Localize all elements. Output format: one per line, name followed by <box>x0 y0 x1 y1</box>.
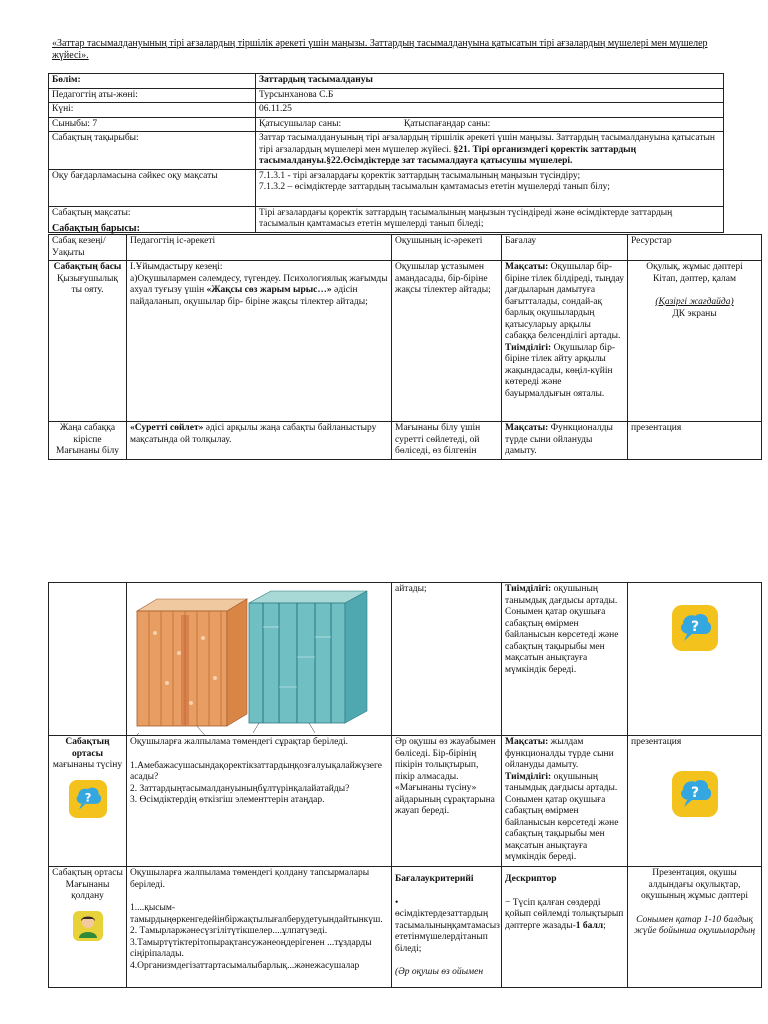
meta-row-lesson-goal <box>49 206 724 232</box>
resource-item: Оқулық, жұмыс дәптері <box>646 262 743 272</box>
lesson-progress-table <box>48 234 762 460</box>
resource-item: Кітап, дәптер, қалам <box>652 273 737 284</box>
teacher-cell <box>127 736 392 867</box>
stage-title: Сабақтың ортасы Мағынаны қолдану <box>52 868 123 901</box>
header-cell: Бағалау <box>502 235 628 261</box>
resources-cell <box>628 867 762 988</box>
criteria-title: Бағалаукритерийі <box>395 874 474 884</box>
question-item: 3. Өсімдіктердің өткізгіш элементтерін атаңдар. <box>130 795 325 805</box>
meta-value: Тірі ағзалардағы қоректік заттардың тасымалының маңызын түсіндіреді және өсімдіктерде заттардың тасымалын қамтамасыз ететін мүшелерді танып біледі; <box>256 206 724 232</box>
eval-text: оқушының танымдық дағдысы артады. Сонымен қатар оқушыға сабақтың өмірмен байланысын көрсетеді және сабақтың тақырыбы мен мақсатын анықтауға мүмкіндік береді. <box>505 771 619 862</box>
absent-label: Қатыспағандар саны: <box>403 118 491 129</box>
lesson-progress-table-continued <box>48 582 762 988</box>
lesson-meta-table <box>48 73 724 233</box>
goal-item: 7.1.3.2 – өсімдіктерде заттардың тасымалын қамтамасыз ететін мүшелерді танып білу; <box>259 182 610 192</box>
topic-paragraphs: §21. Тірі организмдегі қоректік заттардың тасымалдануы.§22.Өсімдіктерде зат тасымалдауға қатысушы мүшелері. <box>259 144 637 166</box>
resources-cell: презентация <box>628 422 762 460</box>
meta-row-date <box>49 103 724 118</box>
meta-row-topic <box>49 132 724 170</box>
resources-cell <box>628 736 762 867</box>
text-run: а)Оқушылармен сәлемдесу, түгендеу. Психологиялық жағымды ахуал туғызу үшін <box>130 273 388 295</box>
table-row <box>49 422 762 460</box>
task-item: 1....қысым-тамырдыңөркенгедейінбіржақтылығалберудетуындайтынкүш. <box>130 903 383 925</box>
resource-item: презентация <box>631 737 682 747</box>
resource-item: Сонымен қатар 1-10 балдық жүйе бойынша оқушылардың <box>633 914 756 936</box>
participants-label: Қатысушылар саны: <box>259 118 342 129</box>
task-item: 2. Тамырларжәнесүзгілітүтікшелер....ұлпатүзеді. <box>130 926 328 936</box>
question-item: 2. Заттардыңтасымалдануыныңбұлтүрінқалайатайды? <box>130 783 350 794</box>
stage-subtitle: Қызығушылық ты ояту. <box>57 273 118 295</box>
eval-label: Мақсаты: <box>505 737 549 747</box>
stage-cell <box>49 261 127 422</box>
meta-row-class <box>49 117 724 132</box>
eval-cell <box>502 736 628 867</box>
teacher-step <box>130 274 388 309</box>
meta-value <box>256 169 724 206</box>
meta-label: Сыныбы: 7 <box>49 117 256 132</box>
stage-cell <box>49 736 127 867</box>
student-cell: Мағынаны білу үшін суретті сөйлетеді, ой бөліседі, өз білгенін <box>392 422 502 460</box>
descriptor-title: Дескриптор <box>505 874 557 884</box>
table-row <box>49 583 762 736</box>
eval-cell <box>502 583 628 736</box>
svg-text:?: ? <box>690 619 699 635</box>
resource-item: (Қазіргі жағдайда) <box>655 297 734 307</box>
eval-label: Мақсаты: <box>505 423 549 433</box>
student-avatar-icon <box>73 911 103 941</box>
method-name: «Жақсы сөз жарым ырыс…» <box>206 285 332 295</box>
meta-label: Бөлім: <box>49 74 256 89</box>
table-header-row <box>49 235 762 261</box>
teacher-cell <box>127 867 392 988</box>
eval-label: Тиімділігі: <box>505 342 552 353</box>
meta-label: Оқу бағдарламасына сәйкес оқу мақсаты <box>49 169 256 206</box>
svg-text:?: ? <box>84 789 91 804</box>
task-intro: Оқушыларға жалпылама төмендегі сұрақтар беріледі. <box>130 737 349 747</box>
meta-value <box>256 117 724 132</box>
teacher-cell <box>127 261 392 422</box>
student-cell: айтады; <box>392 583 502 736</box>
task-item: 3.Тамыртүтіктерітопырақтансужәнеоңдерігенен ...тұздарды сіңіріпалады. <box>130 937 372 959</box>
text-run: әдісін пайдаланып, оқушылар бір- біріне жақсы тілектер айтады; <box>130 285 368 307</box>
table-row <box>49 261 762 422</box>
meta-row-teacher <box>49 88 724 103</box>
stage-cell <box>49 867 127 988</box>
task-item: 4.Организмдегізаттартасымалыбарлық...жәнежасушалар <box>130 960 360 971</box>
stage-subtitle: мағынаны түсіну <box>52 760 123 770</box>
meta-value: 06.11.25 <box>256 103 724 118</box>
text-run: әдісі арқылы жаңа сабақты байланыстыру мақсатында ой толқылау. <box>130 423 377 445</box>
table-row <box>49 736 762 867</box>
student-cell: Оқушылар ұстазымен амандасады, бір-біріне жақсы тілектер айтады; <box>392 261 502 422</box>
meta-row-goals <box>49 169 724 206</box>
criteria-text: өсімдіктердезаттардың тасымалыныңқамтамасыз ететінмүшелердітанып біледі; <box>395 909 500 954</box>
header-cell: Педагогтің іс-әрекеті <box>127 235 392 261</box>
eval-label: Тиімділігі: <box>505 771 552 782</box>
stage-cell <box>49 583 127 736</box>
criteria-cell <box>392 867 502 988</box>
header-cell: Оқушының іс-әрекеті <box>392 235 502 261</box>
eval-text: жылдам функционалды түрде сыни ойлануды дамыту. <box>505 737 614 770</box>
question-bubble-icon <box>69 780 107 818</box>
document-title: «Заттар тасымалдануының тірі ағзалардың тіршілік әрекеті үшін маңызы. Заттардың тасымалдануына қатысатын тірі ағзалардың мүшелері мен мүшелер жүйесі». <box>52 38 708 61</box>
plant-tissue-illustration <box>127 583 391 735</box>
eval-text: Оқушылар бір-біріне тілек айту арқылы жақындасады, көңіл-күйін көтереді және бауырмалдығын ояталы. <box>505 342 615 399</box>
resource-item: Презентация, оқушы алдындағы оқулықтар, оқушының жұмыс дәптері <box>641 868 748 901</box>
student-cell: Әр оқушы өз жауабымен бөліседі. Бір-бірінің пікірін толықтырып, пікір алмасады. «Мағынаны түсіну» айдарының сұрақтарына жауап береді. <box>392 736 502 867</box>
resources-cell <box>628 583 762 736</box>
eval-text: Функционалды түрде сыни ойлануды дамыту. <box>505 423 613 456</box>
header-cell: Сабақ кезеңі/Уақыты <box>49 235 127 261</box>
meta-value <box>256 132 724 170</box>
meta-label: Сабақтың тақырыбы: <box>49 132 256 170</box>
resource-item: ДК экраны <box>672 308 717 319</box>
progress-heading: Сабақтың барысы: <box>52 223 140 234</box>
text-run: ; <box>603 920 606 931</box>
meta-value: Турсынханова С.Б <box>256 88 724 103</box>
score: 1 балл <box>575 920 604 931</box>
meta-label: Сабақтың мақсаты: <box>49 206 256 232</box>
resources-cell <box>628 261 762 422</box>
goal-item: 7.1.3.1 - тірі ағзалардағы қоректік заттардың тасымалының маңызын түсіндіру; <box>259 170 581 181</box>
meta-label: Күні: <box>49 103 256 118</box>
meta-value: Заттардың тасымалдануы <box>256 74 724 89</box>
eval-cell <box>502 261 628 422</box>
meta-label: Педагогтің аты-жөні: <box>49 88 256 103</box>
eval-text: оқушының танымдық дағдысы артады. Сонымен қатар оқушыға сабақтың өмірмен байланысын көрсетеді және сабақтың тақырыбы мен мақсатын анықтауға мүмкіндік береді. <box>505 584 619 675</box>
method-name: «Суретті сөйлет» <box>130 423 204 433</box>
descriptor-text <box>505 898 624 933</box>
criteria-note: (Әр оқушы өз ойымен <box>395 967 484 977</box>
eval-label: Тиімділігі: <box>505 584 552 594</box>
teacher-cell <box>127 583 392 736</box>
header-cell: Ресурстар <box>628 235 762 261</box>
descriptor-cell <box>502 867 628 988</box>
topic-text: Заттар тасымалдануының тірі ағзалардың тіршілік әрекеті үшін маңызы. Заттардың тасымалдануына қатысатын тірі ағзалардың мүшелері мен мүшелер жүйесі. <box>259 133 715 155</box>
eval-text: Оқушылар бір-біріне тілек білдіреді, тыңдау дағдыларын дамытуға бағытталады, сондай-ақ барлық оқушылардың қатысуларыу арқылы сабаққа белсенділігі артады. <box>505 262 624 341</box>
question-bubble-icon <box>672 605 718 651</box>
svg-text:?: ? <box>690 784 699 801</box>
eval-cell <box>502 422 628 460</box>
criteria-bullet: • <box>395 897 399 908</box>
vascular-tissue-image <box>127 583 392 735</box>
stage-title: Сабақтың ортасы <box>65 737 110 759</box>
stage-title: Сабақтың басы <box>53 262 122 272</box>
question-item: 1.Амебажасушасындақоректікзаттардыңқозғалуықалайжүзеге асады? <box>130 760 382 782</box>
teacher-step: І.Ұйымдастыру кезеңі: <box>130 262 223 272</box>
meta-row-section <box>49 74 724 89</box>
question-bubble-icon <box>672 771 718 817</box>
eval-label: Мақсаты: <box>505 262 549 272</box>
table-row <box>49 867 762 988</box>
stage-cell: Жаңа сабаққа кіріспе Мағынаны білу <box>49 422 127 460</box>
task-intro: Оқушыларға жалпылама төмендегі қолдану тапсырмалары беріледі. <box>130 868 370 890</box>
text-run: − Түсіп қалған сөздерді қойып сөйлемді толықтырып дәптерге жазады- <box>505 897 624 931</box>
teacher-cell <box>127 422 392 460</box>
